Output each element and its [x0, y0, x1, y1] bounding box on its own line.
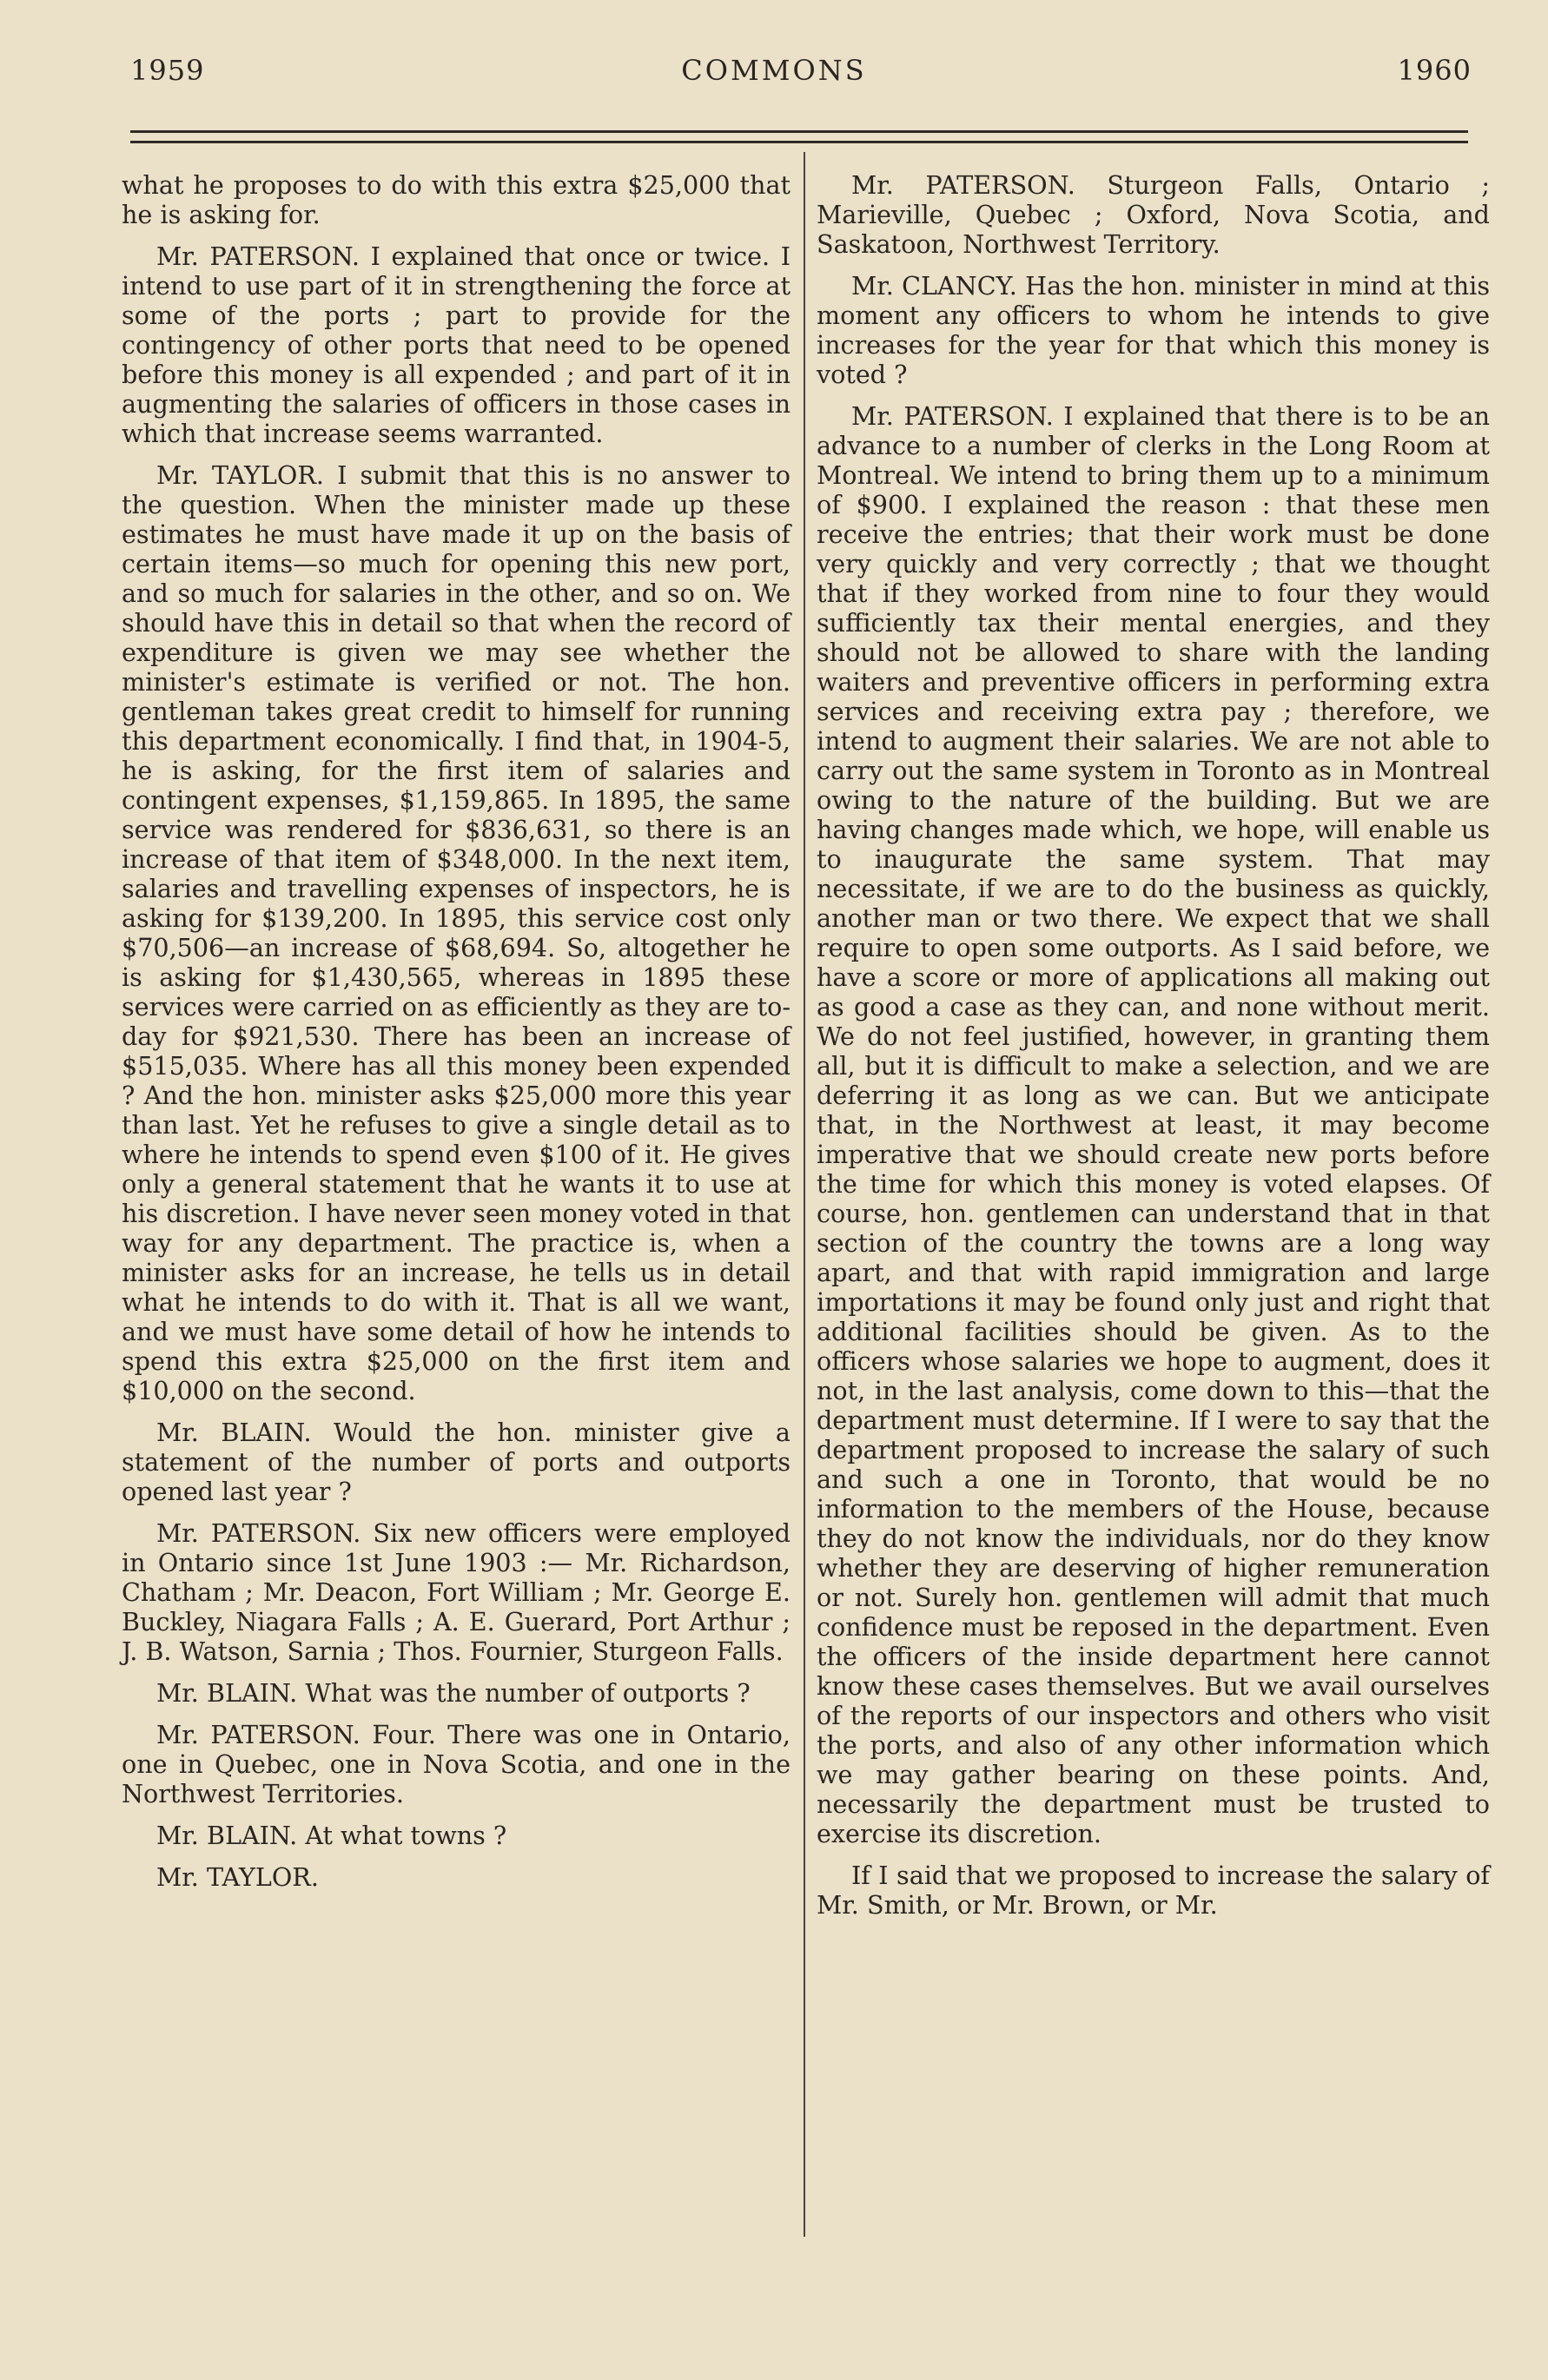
paragraph: [122, 1821, 791, 1850]
speech-text: what he proposes to do with this extra $25,000 that he is asking for.: [122, 170, 791, 229]
paragraph: [122, 1518, 791, 1666]
speaker-name: Mr. BLAIN.: [156, 1821, 298, 1850]
speaker-name: Mr. PATERSON.: [156, 1720, 361, 1749]
paragraph: [122, 1720, 791, 1808]
speaker-name: Mr. BLAIN.: [156, 1678, 298, 1708]
paragraph: [817, 170, 1490, 259]
speech-text: Six new officers were employed in Ontario since 1st June 1903 :— Mr. Richardson, Chatham ; Mr. Deacon, Fort William ; Mr. George E. Buckley, Niagara Falls ; A. E. Guerard, Port Arthur ; J. B. Watson, Sarnia ; Thos. Fournier, Sturgeon Falls.: [122, 1518, 791, 1666]
paragraph: [817, 271, 1490, 389]
speech-text: I submit that this is no answer to the question. When the minister made up these estimates he must have made it up on the basis of certain items—so much for opening this new port, and so much for salaries in the other, and so on. We should have this in detail so that when the record of expenditure is given we may see whether the minister's estimate is verified or not. The hon. gentleman takes great credit to himself for running this department economically. I find that, in 1904-5, he is asking, for the first item of salaries and contingent expenses, $1,159,865. In 1895, the same service was rendered for $836,631, so there is an increase of that item of $348,000. In the next item, salaries and travelling expenses of inspectors, he is asking for $139,200. In 1895, this service cost only $70,506—an increase of $68,694. So, altogether he is asking for $1,430,565, whereas in 1895 these services were carried on as efficiently as they are to-day for $921,530. There has been an increase of $515,035. Where has all this money been expended ? And the hon. minister asks $25,000 more this year than last. Yet he refuses to give a single detail as to where he intends to spend even $100 of it. He gives only a general statement that he wants it to use at his discretion. I have never seen money voted in that way for any department. The practice is, when a minister asks for an increase, he tells us in detail what he intends to do with it. That is all we want, and we must have some detail of how he intends to spend this extra $25,000 on the first item and $10,000 on the second.: [122, 460, 791, 1405]
right-column: [817, 170, 1490, 1932]
speech-text: Would the hon. minister give a statement of the number of ports and outports opened last year ?: [122, 1418, 791, 1506]
speech-text: If I said that we proposed to increase the salary of Mr. Smith, or Mr. Brown, or Mr.: [817, 1861, 1490, 1920]
speech-text: I explained that once or twice. I intend to use part of it in strengthening the force at some of the ports ; part to provide for the contingency of other ports that need to be opened before this money is all expended ; and part of it in augmenting the salaries of officers in those cases in which that increase seems warranted.: [122, 241, 791, 448]
speech-text: Sturgeon Falls, Ontario ; Marieville, Quebec ; Oxford, Nova Scotia, and Saskatoon, Northwest Territory.: [817, 170, 1491, 259]
left-column: [122, 170, 791, 1904]
speaker-name: Mr. TAYLOR.: [156, 460, 324, 490]
paragraph: [122, 241, 791, 448]
paragraph: [817, 1861, 1490, 1920]
page-title: COMMONS: [681, 54, 867, 87]
left-page-number: 1959: [130, 54, 205, 87]
header-rule-top: [130, 130, 1468, 133]
right-page-number: 1960: [1397, 54, 1472, 87]
paragraph: [122, 1418, 791, 1506]
speaker-name: Mr. PATERSON.: [851, 170, 1075, 200]
speaker-name: Mr. PATERSON.: [156, 241, 360, 271]
speech-text: I explained that there is to be an advance to a number of clerks in the Long Room at Montreal. We intend to bring them up to a minimum of $900. I explained the reason : that these men receive the entries; that their work must be done very quickly and very correctly ; that we thought that if they worked from nine to four they would sufficiently tax their mental energies, and they should not be allowed to share with the landing waiters and preventive officers in performing extra services and receiving extra pay ; therefore, we intend to augment their salaries. We are not able to carry out the same system in Toronto as in Montreal owing to the nature of the building. But we are having changes made which, we hope, will enable us to inaugurate the same system. That may necessitate, if we are to do the business as quickly, another man or two there. We expect that we shall require to open some outports. As I said before, we have a score or more of applications all making out as good a case as they can, and none without merit. We do not feel justified, however, in granting them all, but it is difficult to make a selection, and we are deferring it as long as we can. But we anticipate that, in the Northwest at least, it may become imperative that we should create new ports before the time for which this money is voted elapses. Of course, hon. gentlemen can understand that in that section of the country the towns are a long way apart, and that with rapid immigration and large importations it may be found only just and right that additional facilities should be given. As to the officers whose salaries we hope to augment, does it not, in the last analysis, come down to this—that the department must determine. If I were to say that the department proposed to increase the salary of such and such a one in Toronto, that would be no information to the members of the House, because they do not know the individuals, nor do they know whether they are deserving of higher remuneration or not. Surely hon. gentlemen will admit that much confidence must be reposed in the department. Even the officers of the inside department here cannot know these cases themselves. But we avail ourselves of the reports of our inspectors and others who visit the ports, and also of any other information which we may gather bearing on these points. And, necessarily the department must be trusted to exercise its discretion.: [817, 401, 1490, 1848]
speech-text: Has the hon. minister in mind at this moment any officers to whom he intends to give increases for the year for that which this money is voted ?: [817, 271, 1490, 389]
paragraph: [122, 1678, 791, 1708]
column-divider: [804, 152, 805, 2237]
speaker-name: Mr. BLAIN.: [156, 1418, 312, 1447]
speaker-name: Mr. PATERSON.: [156, 1518, 361, 1548]
paragraph: [122, 460, 791, 1405]
paragraph: [122, 1862, 791, 1892]
header-rule-bottom: [130, 141, 1468, 143]
speaker-name: Mr. PATERSON.: [851, 401, 1054, 431]
paragraph: [122, 170, 791, 229]
paragraph: [817, 401, 1490, 1848]
speech-text: At what towns ?: [305, 1821, 507, 1850]
speech-text: What was the number of outports ?: [305, 1678, 751, 1708]
speech-text: Four. There was one in Ontario, one in Quebec, one in Nova Scotia, and one in the Northwest Territories.: [122, 1720, 791, 1808]
speaker-name: Mr. CLANCY.: [851, 271, 1017, 301]
speaker-name: Mr. TAYLOR.: [156, 1862, 319, 1892]
